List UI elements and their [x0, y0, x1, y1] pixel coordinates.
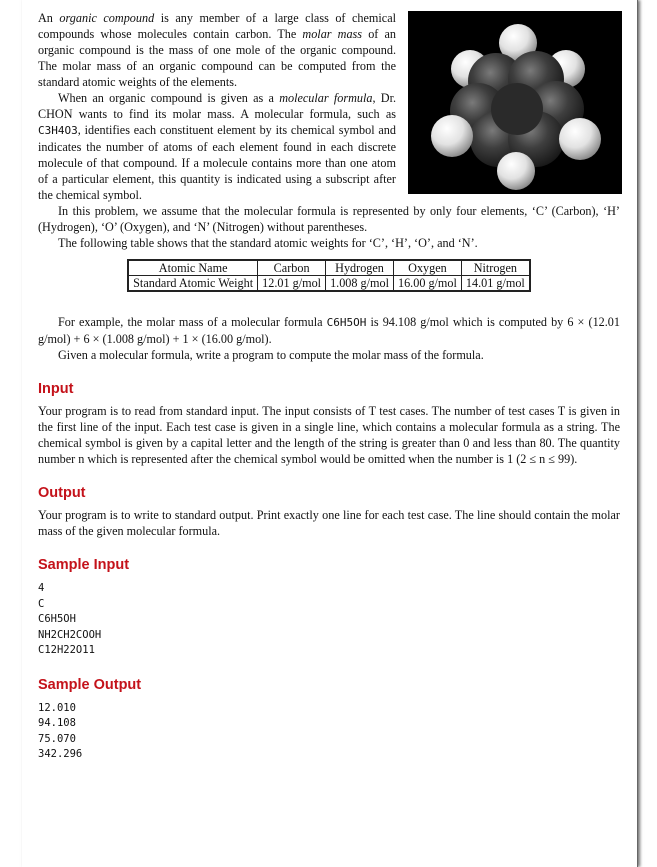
table-cell: Standard Atomic Weight	[128, 276, 257, 292]
code-line: NH2CH2COOH	[38, 628, 102, 641]
table-cell: Hydrogen	[326, 260, 394, 276]
table-cell: 12.01 g/mol	[258, 276, 326, 292]
formula-paragraph: When an organic compound is given as a molecular formula, Dr. CHON wants to find its molar mass. A molecular formula, such as C3H4O3, identifies each constituent element by its chemical symbol and indicates the number of atoms of each element found in each discrete molecule of that compound. If a molecule contains more than one atom of a particular element, this quantity is indicated using a subscript after the chemical symbol.	[38, 91, 397, 202]
assumption-paragraph: In this problem, we assume that the molecular formula is represented by only four elements, ‘C’ (Carbon), ‘H’ (Hydrogen), ‘O’ (Oxygen), and ‘N’ (Nitrogen) without parentheses.	[38, 204, 620, 234]
intro-paragraph: An organic compound is any member of a large class of chemical compounds whose molecules contain carbon. The molar mass of an organic compound is the mass of one mole of the organic compound. The molar mass of an organic compound can be computed from the standard atomic weights of the elements.	[38, 11, 397, 89]
output-description: Your program is to write to standard output. Print exactly one line for each test case. The line should contain the molar mass of the given molecular formula.	[38, 508, 620, 538]
sample-output-heading: Sample Output	[38, 676, 142, 693]
benzene-model-icon	[408, 11, 622, 194]
atomic-weights-table	[127, 259, 531, 292]
table-cell: Carbon	[258, 260, 326, 276]
document-page	[22, 0, 638, 867]
table-cell: Atomic Name	[128, 260, 257, 276]
sample-input-heading: Sample Input	[38, 557, 130, 573]
code-line: 94.108	[38, 717, 76, 729]
code-line: C6H5OH	[38, 613, 76, 625]
benzene-molecule-image	[408, 11, 622, 194]
table-intro-paragraph: The following table shows that the standard atomic weights for ‘C’, ‘H’, ‘O’, and ‘N’.	[58, 236, 478, 250]
table-cell: 14.01 g/mol	[461, 276, 529, 292]
table-row	[128, 276, 530, 292]
table-cell: Nitrogen	[461, 260, 529, 276]
output-heading: Output	[38, 485, 86, 501]
code-line: 4	[38, 582, 45, 594]
code-line: C	[38, 597, 45, 610]
code-line: C12H22O11	[38, 644, 95, 656]
sample-input-block	[38, 581, 620, 659]
sample-output-block	[38, 701, 620, 763]
input-heading: Input	[38, 381, 74, 397]
code-line: 75.070	[38, 732, 76, 745]
table-cell: Oxygen	[393, 260, 461, 276]
table-header-row	[128, 260, 530, 276]
table-cell: 1.008 g/mol	[326, 276, 394, 292]
task-paragraph: Given a molecular formula, write a program to compute the molar mass of the formula.	[58, 348, 484, 362]
code-line: 12.010	[38, 701, 76, 714]
input-description: Your program is to read from standard input. The input consists of T test cases. The number of test cases T is given in the first line of the input. Each test case is given in a single line, which contains a molecular formula as a string. The chemical symbol is given by a capital letter and the length of the string is greater than 0 and less than 80. The quantity number n which is represented after the chemical symbol would be omitted when the number is 1 (2 ≤ n ≤ 99).	[38, 404, 620, 466]
problem-statement	[38, 10, 620, 763]
table-cell: 16.00 g/mol	[393, 276, 461, 292]
code-line: 342.296	[38, 748, 83, 760]
example-paragraph: For example, the molar mass of a molecular formula C6H5OH is 94.108 g/mol which is computed by 6 × (12.01 g/mol) + 6 × (1.008 g/mol) + 1 × (16.00 g/mol).	[38, 315, 620, 346]
